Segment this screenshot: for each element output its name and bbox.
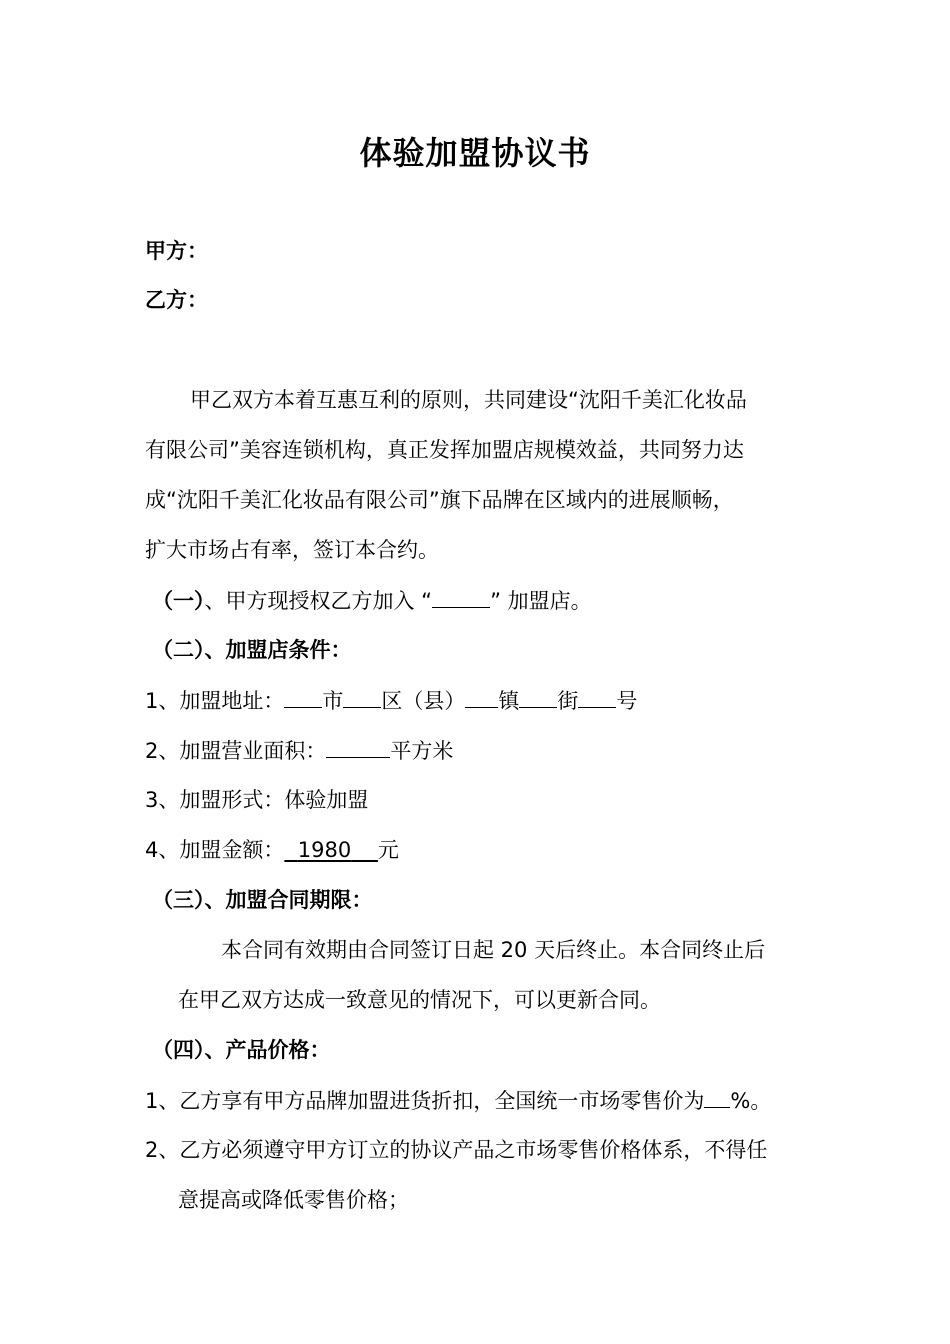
section-4-item-2-line-2: 意提高或降低零售价格； — [178, 1188, 409, 1212]
town-label: 镇 — [498, 689, 520, 713]
town-blank[interactable] — [465, 685, 498, 708]
section-2-item-3: 3、加盟形式：体验加盟 — [145, 788, 369, 812]
section-2-item-1 — [145, 685, 637, 716]
section-3-heading: （三）、加盟合同期限： — [152, 888, 373, 912]
store-name-blank[interactable] — [432, 585, 490, 608]
section-2-item-4 — [145, 835, 399, 865]
area-label: 2、加盟营业面积： — [145, 739, 327, 763]
city-label: 市 — [322, 689, 344, 713]
intro-line-4: 扩大市场占有率，签订本合约。 — [145, 538, 439, 562]
number-label: 号 — [616, 689, 638, 713]
document-title: 体验加盟协议书 — [359, 134, 591, 172]
section-3-line-2: 在甲乙双方达成一致意见的情况下，可以更新合同。 — [178, 988, 661, 1012]
section-1 — [152, 585, 592, 616]
section-1-text-b: ” 加盟店。 — [490, 589, 592, 613]
amount-unit: 元 — [377, 838, 399, 862]
section-2-heading: （二）、加盟店条件： — [152, 638, 352, 662]
area-unit: 平方米 — [390, 739, 454, 763]
amount-label: 4、加盟金额： — [145, 838, 285, 862]
street-label: 街 — [557, 689, 579, 713]
party-a-label: 甲方： — [145, 239, 208, 263]
district-blank[interactable] — [343, 685, 381, 708]
city-blank[interactable] — [284, 685, 322, 708]
section-4-item-2-line-1: 2、乙方必须遵守甲方订立的协议产品之市场零售价格体系，不得任 — [145, 1138, 768, 1162]
intro-line-2: 有限公司”美容连锁机构，真正发挥加盟店规模效益，共同努力达 — [145, 438, 744, 462]
section-4-item-1 — [145, 1085, 771, 1116]
street-blank[interactable] — [519, 685, 557, 708]
discount-text: 1、乙方享有甲方品牌加盟进货折扣，全国统一市场零售价为 — [145, 1089, 705, 1113]
area-blank[interactable] — [326, 735, 390, 758]
section-4-heading: （四）、产品价格： — [152, 1038, 331, 1062]
discount-blank[interactable] — [704, 1085, 730, 1108]
section-3-line-1: 本合同有效期由合同签订日起 20 天后终止。本合同终止后 — [221, 938, 766, 962]
address-label: 1、加盟地址： — [145, 689, 285, 713]
section-1-text-a: 、甲方现授权乙方加入 “ — [204, 589, 433, 613]
section-1-heading: （一） — [152, 589, 205, 613]
intro-line-1: 甲乙双方本着互惠互利的原则，共同建设“沈阳千美汇化妆品 — [190, 388, 747, 412]
discount-percent: %。 — [730, 1089, 772, 1113]
number-blank[interactable] — [578, 685, 616, 708]
district-label: 区（县） — [381, 689, 466, 713]
amount-value: 1980 — [297, 838, 352, 862]
intro-line-3: 成“沈阳千美汇化妆品有限公司”旗下品牌在区域内的进展顺畅， — [145, 488, 734, 512]
party-b-label: 乙方： — [145, 288, 208, 312]
section-2-item-2 — [145, 735, 453, 766]
